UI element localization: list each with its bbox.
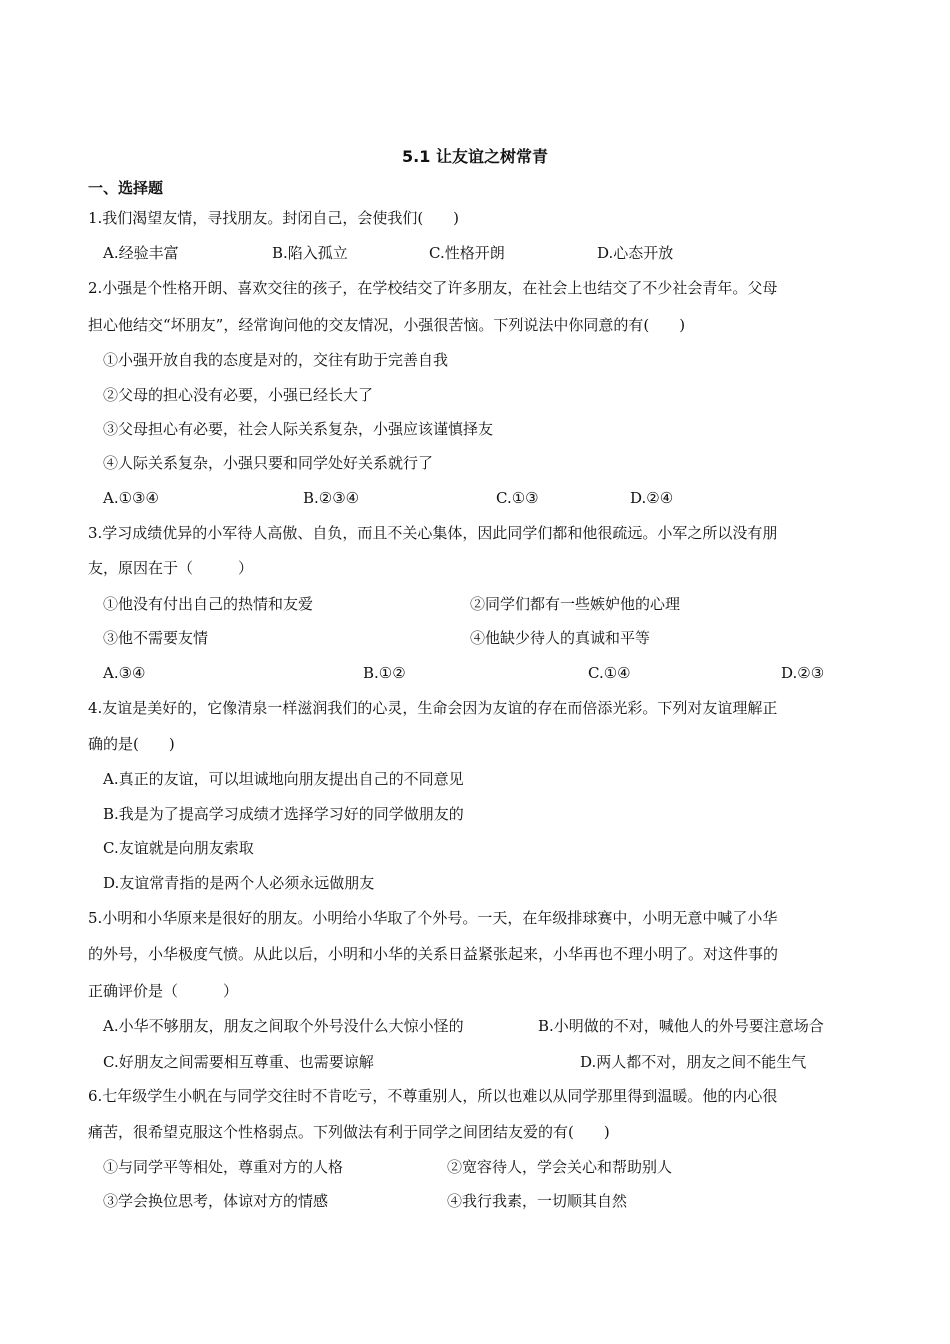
q6-statement-1: ①与同学平等相处，尊重对方的人格	[103, 1158, 344, 1176]
q5-option-d: D.两人都不对，朋友之间不能生气	[580, 1053, 807, 1071]
question-6-stem-line-2: 痛苦，很希望克服这个性格弱点。下列做法有利于同学之间团结友爱的有( )	[88, 1123, 610, 1141]
question-4-stem-line-1: 4.友谊是美好的，它像清泉一样滋润我们的心灵，生命会因为友谊的存在而倍添光彩。下列对友谊理解正	[88, 699, 778, 717]
q2-statement-2: ②父母的担心没有必要，小强已经长大了	[103, 386, 374, 404]
q3-option-d: D.②③	[781, 664, 825, 682]
q2-statement-1: ①小强开放自我的态度是对的，交往有助于完善自我	[103, 351, 449, 369]
question-3-stem-line-2: 友，原因在于（ ）	[88, 559, 254, 577]
q1-option-c: C.性格开朗	[429, 244, 505, 262]
q2-option-b: B.②③④	[303, 489, 360, 507]
question-1-stem: 1.我们渴望友情，寻找朋友。封闭自己，会使我们( )	[88, 209, 460, 227]
q3-statement-2: ②同学们都有一些嫉妒他的心理	[470, 595, 681, 613]
q3-option-c: C.①④	[588, 664, 631, 682]
q2-option-c: C.①③	[496, 489, 539, 507]
q4-option-c: C.友谊就是向朋友索取	[103, 839, 254, 857]
q2-option-a: A.①③④	[103, 489, 159, 507]
q5-option-b: B.小明做的不对，喊他人的外号要注意场合	[538, 1017, 824, 1035]
q1-option-a: A.经验丰富	[103, 244, 179, 262]
q6-statement-4: ④我行我素，一切顺其自然	[447, 1192, 628, 1210]
q3-statement-3: ③他不需要友情	[103, 629, 209, 647]
question-3-stem-line-1: 3.学习成绩优异的小军待人高傲、自负，而且不关心集体，因此同学们都和他很疏远。小军之所以没有朋	[88, 524, 778, 542]
q4-option-d: D.友谊常青指的是两个人必须永远做朋友	[103, 874, 375, 892]
q5-option-a: A.小华不够朋友，朋友之间取个外号没什么大惊小怪的	[103, 1017, 464, 1035]
question-6-stem-line-1: 6.七年级学生小帆在与同学交往时不肯吃亏，不尊重别人，所以也难以从同学那里得到温暖。他的内心很	[88, 1087, 778, 1105]
q4-option-b: B.我是为了提高学习成绩才选择学习好的同学做朋友的	[103, 805, 464, 823]
q3-option-a: A.③④	[103, 664, 146, 682]
q3-option-b: B.①②	[363, 664, 406, 682]
q6-statement-3: ③学会换位思考，体谅对方的情感	[103, 1192, 329, 1210]
q3-statement-4: ④他缺少待人的真诚和平等	[470, 629, 651, 647]
section-heading: 一、选择题	[88, 179, 164, 197]
q6-statement-2: ②宽容待人，学会关心和帮助别人	[447, 1158, 673, 1176]
question-2-stem-line-2: 担心他结交“坏朋友”，经常询问他的交友情况，小强很苦恼。下列说法中你同意的有( )	[88, 316, 686, 334]
page-title: 5.1 让友谊之树常青	[402, 147, 548, 166]
q5-option-c: C.好朋友之间需要相互尊重、也需要谅解	[103, 1053, 374, 1071]
q1-option-b: B.陷入孤立	[272, 244, 348, 262]
q2-statement-3: ③父母担心有必要，社会人际关系复杂，小强应该谨慎择友	[103, 420, 494, 438]
q3-statement-1: ①他没有付出自己的热情和友爱	[103, 595, 314, 613]
question-5-stem-line-3: 正确评价是（ ）	[88, 982, 239, 1000]
question-5-stem-line-1: 5.小明和小华原来是很好的朋友。小明给小华取了个外号。一天，在年级排球赛中，小明无意中喊了小华	[88, 909, 778, 927]
q4-option-a: A.真正的友谊，可以坦诚地向朋友提出自己的不同意见	[103, 770, 464, 788]
question-5-stem-line-2: 的外号，小华极度气愤。从此以后，小明和小华的关系日益紧张起来，小华再也不理小明了。对这件事的	[88, 945, 779, 963]
q2-option-d: D.②④	[630, 489, 674, 507]
question-2-stem-line-1: 2.小强是个性格开朗、喜欢交往的孩子，在学校结交了许多朋友，在社会上也结交了不少社会青年。父母	[88, 279, 778, 297]
q1-option-d: D.心态开放	[597, 244, 674, 262]
q2-statement-4: ④人际关系复杂，小强只要和同学处好关系就行了	[103, 454, 434, 472]
question-4-stem-line-2: 确的是( )	[88, 735, 175, 753]
